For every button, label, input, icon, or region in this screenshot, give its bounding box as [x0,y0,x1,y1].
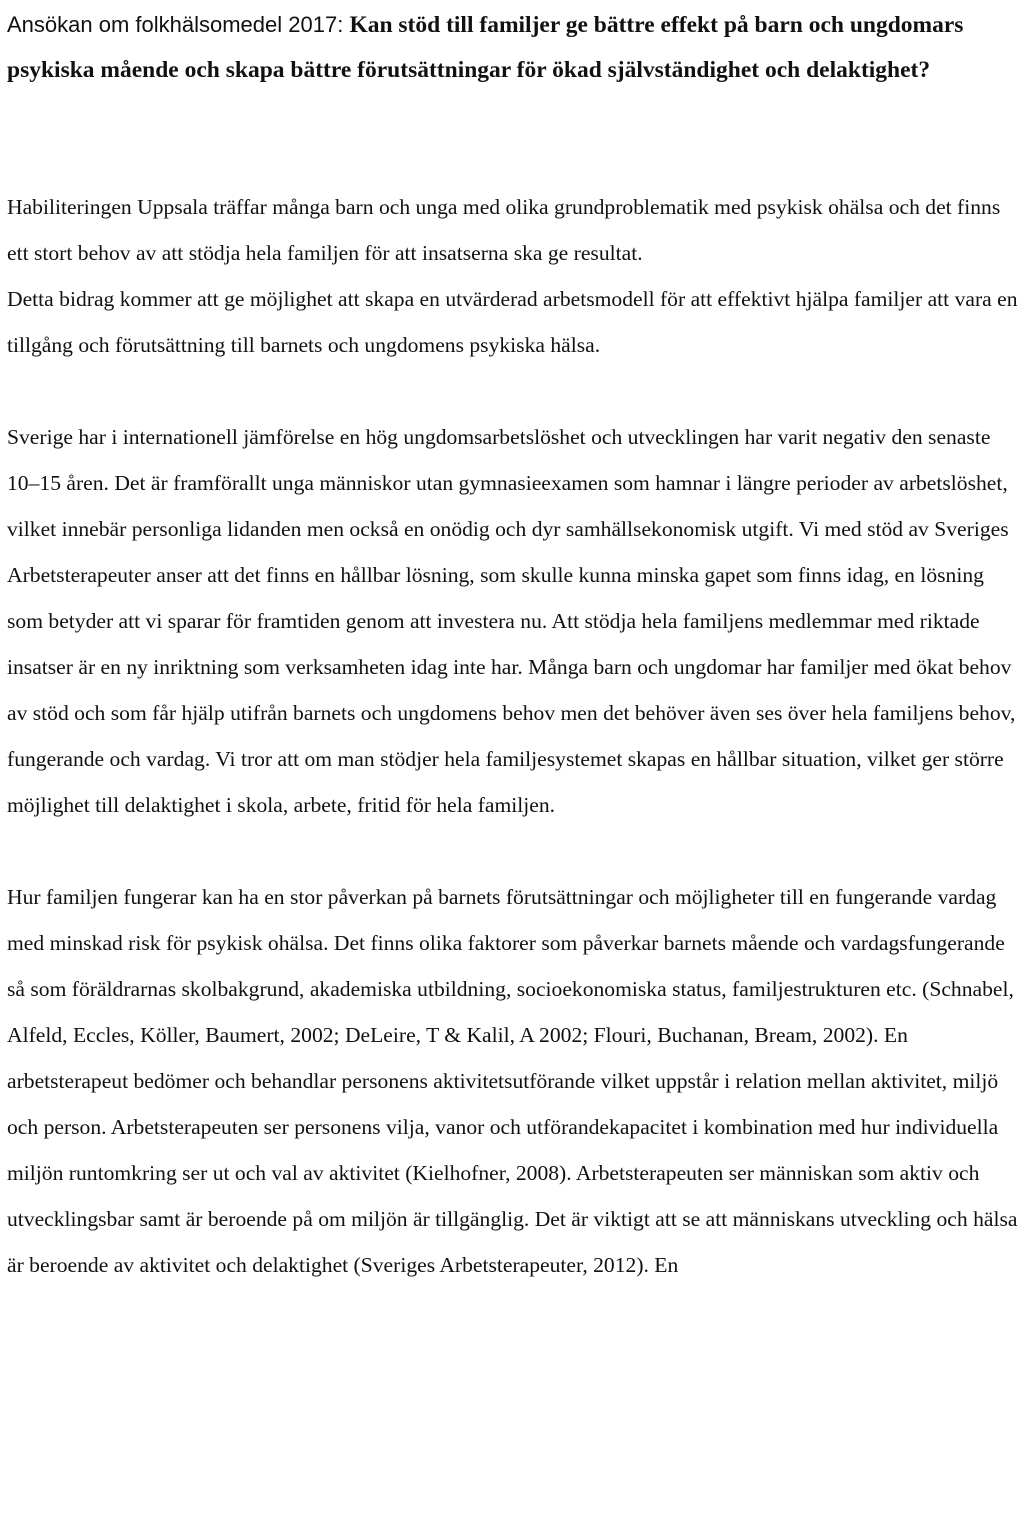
title-prefix: Ansökan om folkhälsomedel 2017: [7,12,350,37]
title-main: Kan stöd till familjer ge bättre effekt på barn och ungdomars psykiska mående och skapa bättre förutsättningar för ökad självständighet och delaktighet? [7,12,964,83]
paragraph-bidrag: Detta bidrag kommer att ge möjlighet att skapa en utvärderad arbetsmodell för att effektivt hjälpa familjer att vara en tillgång och förutsättning till barnets och ungdomens psykiska hälsa. [7,287,1018,357]
paragraph-habilitering: Habiliteringen Uppsala träffar många barn och unga med olika grundproblematik med psykisk ohälsa och det finns ett stort behov av att stödja hela familjen för att insatserna ska ge resultat. [7,195,1001,265]
document-page [7,0,1019,1288]
paragraph-familjen-fungerar: Hur familjen fungerar kan ha en stor påverkan på barnets förutsättningar och möjligheter till en fungerande vardag med minskad risk för psykisk ohälsa. Det finns olika faktorer som påverkar barnets mående och vardagsfungerande så som föräldrarnas skolbakgrund, akademiska utbildning, socioekonomiska status, familjestrukturen etc. (Schnabel, Alfeld, Eccles, Köller, Baumert, 2002; DeLeire, T & Kalil, A 2002; Flouri, Buchanan, Bream, 2002). En arbetsterapeut bedömer och behandlar personens aktivitetsutförande vilket uppstår i relation mellan aktivitet, miljö och person. Arbetsterapeuten ser personens vilja, vanor och utförandekapacitet i kombination med hur individuella miljön runtomkring ser ut och val av aktivitet (Kielhofner, 2008). Arbetsterapeuten ser människan som aktiv och utvecklingsbar samt är beroende på om miljön är tillgänglig. Det är viktigt att se att människans utveckling och hälsa är beroende av aktivitet och delaktighet (Sveriges Arbetsterapeuter, 2012). En [7,885,1018,1277]
paragraph-ungdomsarbetsloshet: Sverige har i internationell jämförelse en hög ungdomsarbetslöshet och utvecklingen har varit negativ den senaste 10–15 åren. Det är framförallt unga människor utan gymnasieexamen som hamnar i längre perioder av arbetslöshet, vilket innebär personliga lidanden men också en onödig och dyr samhällsekonomisk utgift. Vi med stöd av Sveriges Arbetsterapeuter anser att det finns en hållbar lösning, som skulle kunna minska gapet som finns idag, en lösning som betyder att vi sparar för framtiden genom att investera nu. Att stödja hela familjens medlemmar med riktade insatser är en ny inriktning som verksamheten idag inte har. Många barn och ungdomar har familjer med ökat behov av stöd och som får hjälp utifrån barnets och ungdomens behov men det behöver även ses över hela familjens behov, fungerande och vardag. Vi tror att om man stödjer hela familjesystemet skapas en hållbar situation, vilket ger större möjlighet till delaktighet i skola, arbete, fritid för hela familjen. [7,425,1016,817]
document-title [7,0,1019,93]
